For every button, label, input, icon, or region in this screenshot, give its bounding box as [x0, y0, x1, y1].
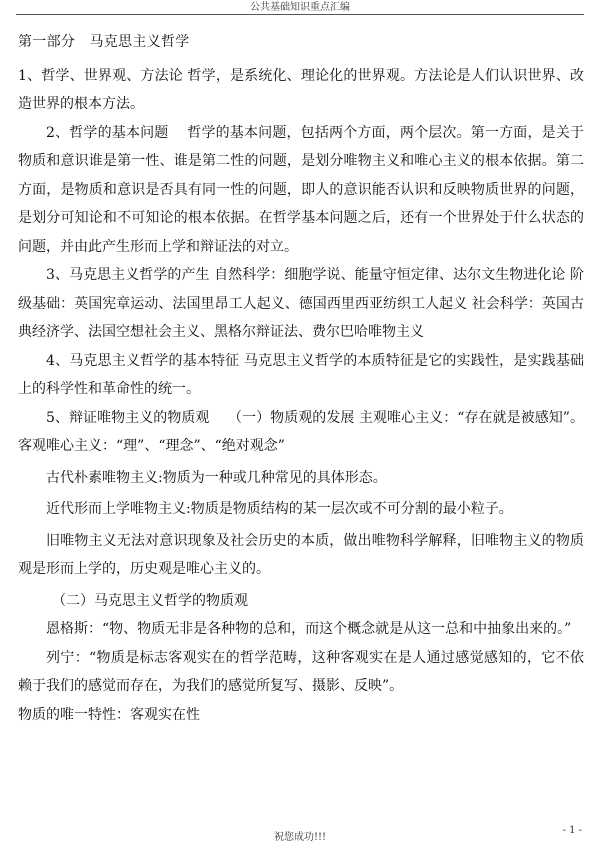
paragraph-5: 5、辩证唯物主义的物质观 （一）物质观的发展 主观唯心主义：“存在就是被感知”。客观唯心主义：“理”、“理念”、“绝对观念” [18, 409, 584, 454]
page-header: 公共基础知识重点汇编 [250, 2, 350, 13]
paragraph-property: 物质的唯一特性：客观实在性 [18, 706, 200, 723]
paragraph-2: 2、哲学的基本问题 哲学的基本问题，包括两个方面，两个层次。第一方面，是关于物质和意识谁是第一性、谁是第二性的问题，是划分唯物主义和唯心主义的根本依据。第二方面，是物质和意识是否具有同一性的问题，即人的意识能否认识和反映物质世界的问题，是划分可知论和不可知论的根本依据。在哲学基本问题之后，还有一个世界处于什么状态的问题，并由此产生形而上学和辩证法的对立。 [18, 124, 584, 255]
section-title: 第一部分 马克思主义哲学 [18, 34, 190, 50]
subsection-title: （二）马克思主义哲学的物质观 [52, 592, 248, 609]
paragraph-7: 近代形而上学唯物主义:物质是物质结构的某一层次或不可分割的最小粒子。 [46, 501, 513, 517]
paragraph-engels: 恩格斯：“物、物质无非是各种物的总和，而这个概念就是从这一总和中抽象出来的。” [46, 621, 572, 637]
paragraph-1: 1、哲学、世界观、方法论 哲学，是系统化、理论化的世界观。方法论是人们认识世界、改造世界的根本方法。 [18, 67, 584, 112]
page-number: - 1 - [562, 825, 582, 836]
paragraph-lenin: 列宁：“物质是标志客观实在的哲学范畴，这种客观实在是人通过感觉感知的，它不依赖于我们的感觉而存在，为我们的感觉所复写、摄影、反映”。 [18, 649, 584, 694]
paragraph-8: 旧唯物主义无法对意识现象及社会历史的本质，做出唯物科学解释，旧唯物主义的物质观是形而上学的，历史观是唯心主义的。 [18, 532, 584, 577]
header-divider [16, 14, 584, 15]
paragraph-3: 3、马克思主义哲学的产生 自然科学：细胞学说、能量守恒定律、达尔文生物进化论 阶级基础：英国宪章运动、法国里昂工人起义、德国西里西亚纺织工人起义 社会科学：英国古典经济学、法国空想社会主义、黑格尔辩证法、费尔巴哈唯物主义 [18, 267, 584, 340]
paragraph-4: 4、马克思主义哲学的基本特征 马克思主义哲学的本质特征是它的实践性，是实践基础上的科学性和革命性的统一。 [18, 352, 584, 397]
page-footer: 祝您成功!!! [273, 832, 327, 843]
paragraph-6: 古代朴素唯物主义:物质为一种或几种常见的具体形态。 [46, 469, 387, 486]
document-body [18, 28, 584, 729]
